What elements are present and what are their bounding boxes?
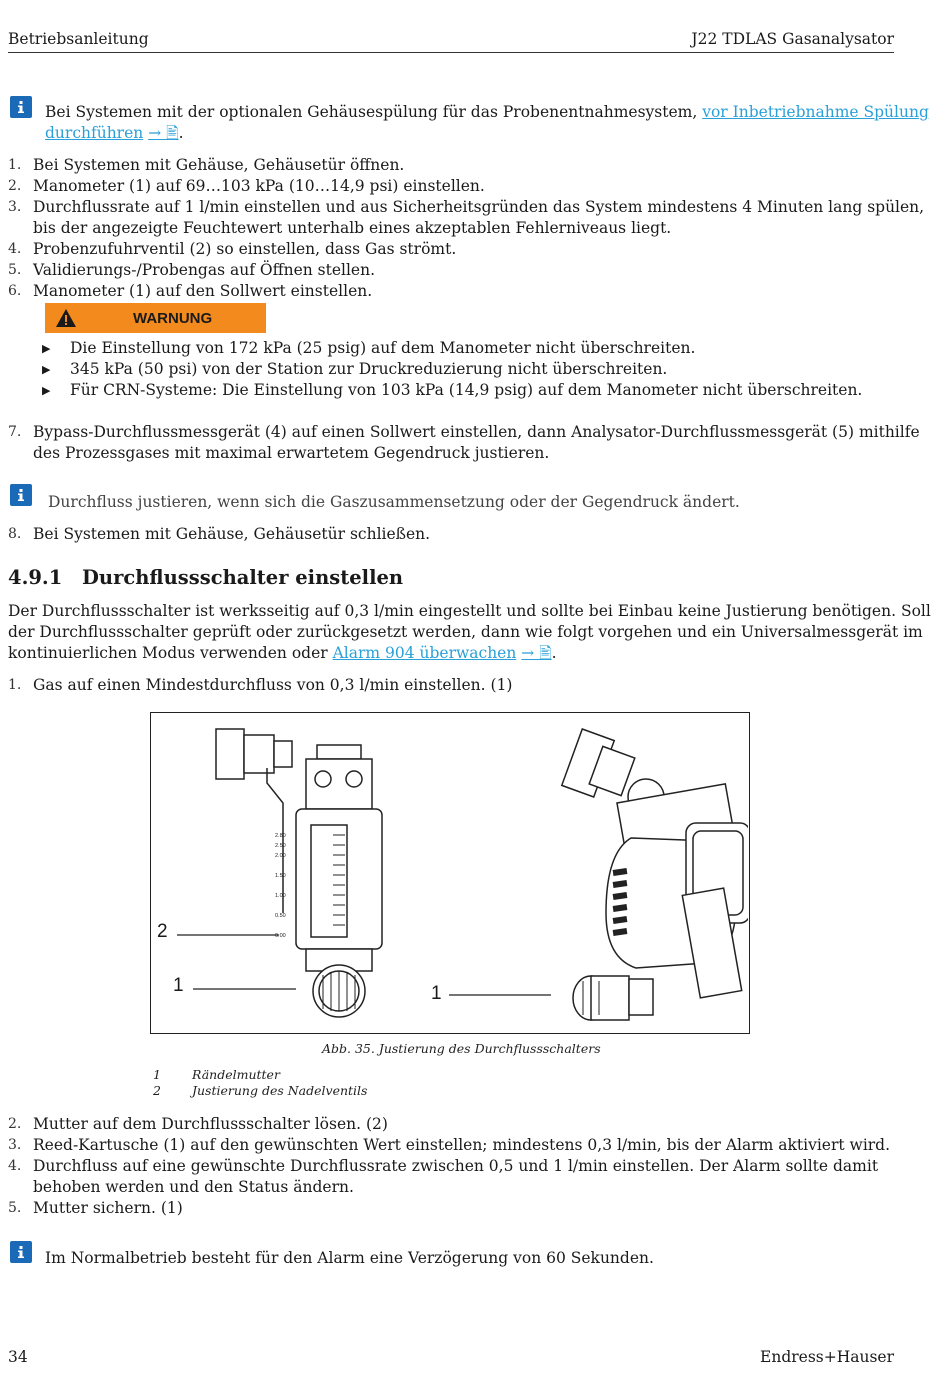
- note-1-link[interactable]: vor Inbetriebnahme Spülung: [702, 103, 929, 121]
- paragraph-line2: der Durchflussschalter geprüft oder zurückgesetzt werden, dann wie folgt vorgehen und ein Universalmessgerät im: [8, 623, 923, 641]
- scale-label: 1.50: [275, 873, 286, 879]
- scale-label: 1.00: [275, 893, 286, 899]
- step-number: 1.: [8, 157, 22, 173]
- paragraph-line3: [8, 643, 557, 664]
- step-number: 5.: [8, 262, 22, 278]
- header-rule: [8, 52, 894, 53]
- step-text: Probenzufuhrventil (2) so einstellen, dass Gas strömt.: [33, 240, 457, 258]
- note-2-text: Durchfluss justieren, wenn sich die Gaszusammensetzung oder der Gegendruck ändert.: [48, 493, 740, 511]
- step-number: 2.: [8, 1116, 22, 1132]
- note-1-line2: [45, 123, 184, 144]
- step-number: 4.: [8, 241, 22, 257]
- note-1-link-cont[interactable]: durchführen: [45, 124, 144, 142]
- step-text: Reed-Kartusche (1) auf den gewünschten Wert einstellen; mindestens 0,3 l/min, bis der Alarm aktiviert wird.: [33, 1136, 891, 1154]
- step-text-cont: des Prozessgases mit maximal erwartetem Gegendruck justieren.: [33, 444, 550, 462]
- note-1-end: .: [178, 124, 184, 142]
- step-number: 7.: [8, 424, 22, 440]
- info-icon: [10, 484, 32, 506]
- step-number: 6.: [8, 283, 22, 299]
- section-title: Durchflussschalter einstellen: [82, 566, 404, 589]
- paragraph-line1: Der Durchflussschalter ist werksseitig auf 0,3 l/min eingestellt und sollte bei Einbau keine Justierung benötigen. Soll: [8, 602, 931, 620]
- scale-labels: [275, 831, 286, 941]
- warning-item-text: Die Einstellung von 172 kPa (25 psig) auf dem Manometer nicht überschreiten.: [70, 339, 696, 357]
- scale-label: 0.50: [275, 913, 286, 919]
- legend-text: Rändelmutter: [192, 1067, 280, 1082]
- warning-icon: [55, 308, 77, 328]
- scale-label: 2.50: [275, 843, 286, 849]
- note-1-link-arrow[interactable]: → 🖹: [148, 124, 179, 142]
- note-1-text: Bei Systemen mit der optionalen Gehäusespülung für das Probenentnahmesystem,: [45, 103, 703, 121]
- step-text: Manometer (1) auf den Sollwert einstellen.: [33, 282, 373, 300]
- callout-1-left: 1: [173, 975, 184, 996]
- callout-1-right: 1: [431, 983, 442, 1004]
- step-text: Mutter sichern. (1): [33, 1199, 183, 1217]
- note-1-line1: [45, 102, 929, 123]
- step-number: 3.: [8, 199, 22, 215]
- bullet-icon: ▶: [42, 384, 51, 397]
- bullet-icon: ▶: [42, 342, 51, 355]
- scale-label: 2.80: [275, 833, 286, 839]
- info-icon: [10, 1241, 32, 1263]
- note-3-text: Im Normalbetrieb besteht für den Alarm eine Verzögerung von 60 Sekunden.: [45, 1249, 654, 1267]
- warning-item-text: Für CRN-Systeme: Die Einstellung von 103 kPa (14,9 psig) auf dem Manometer nicht überschreiten.: [70, 381, 863, 399]
- step-text: Manometer (1) auf 69…103 kPa (10…14,9 psi) einstellen.: [33, 177, 485, 195]
- step-text: Bypass-Durchflussmessgerät (4) auf einen Sollwert einstellen, dann Analysator-Durchflussmessgerät (5) mithilfe: [33, 423, 920, 441]
- page-number: 34: [8, 1348, 28, 1366]
- figure-flow-switch: [150, 712, 750, 1034]
- warning-label: WARNUNG: [133, 309, 213, 327]
- header-right: J22 TDLAS Gasanalysator: [691, 30, 894, 48]
- paragraph-end: .: [551, 644, 557, 662]
- bullet-icon: ▶: [42, 363, 51, 376]
- step-number: 3.: [8, 1137, 22, 1153]
- legend-number: 1: [153, 1067, 161, 1082]
- step-text: Gas auf einen Mindestdurchfluss von 0,3 l/min einstellen. (1): [33, 676, 513, 694]
- step-text-cont: behoben werden und den Status ändern.: [33, 1178, 354, 1196]
- alarm-link-arrow[interactable]: → 🖹: [521, 644, 552, 662]
- section-number: 4.9.1: [8, 566, 63, 589]
- step-text: Durchfluss auf eine gewünschte Durchflussrate zwischen 0,5 und 1 l/min einstellen. Der Alarm sollte damit: [33, 1157, 879, 1175]
- scale-label: 2.00: [275, 853, 286, 859]
- step-number: 1.: [8, 677, 22, 693]
- warning-banner: [45, 303, 266, 333]
- footer-brand: Endress+Hauser: [760, 1348, 894, 1366]
- step-text: Bei Systemen mit Gehäuse, Gehäusetür öffnen.: [33, 156, 405, 174]
- step-text: Durchflussrate auf 1 l/min einstellen und aus Sicherheitsgründen das System mindestens 4 Minuten lang spülen,: [33, 198, 925, 216]
- scale-label: 0.00: [275, 933, 286, 939]
- step-number: 4.: [8, 1158, 22, 1174]
- step-text-cont: bis der angezeigte Feuchtewert unterhalb eines akzeptablen Fehlerniveaus liegt.: [33, 219, 672, 237]
- step-text: Bei Systemen mit Gehäuse, Gehäusetür schließen.: [33, 525, 431, 543]
- step-number: 5.: [8, 1200, 22, 1216]
- alarm-link[interactable]: Alarm 904 überwachen: [332, 644, 517, 662]
- header-left: Betriebsanleitung: [8, 30, 149, 48]
- warning-item-text: 345 kPa (50 psi) von der Station zur Druckreduzierung nicht überschreiten.: [70, 360, 668, 378]
- step-text: Validierungs-/Probengas auf Öffnen stellen.: [33, 261, 376, 279]
- step-text: Mutter auf dem Durchflussschalter lösen. (2): [33, 1115, 388, 1133]
- step-number: 8.: [8, 526, 22, 542]
- legend-text: Justierung des Nadelventils: [192, 1083, 368, 1098]
- callout-2: 2: [157, 921, 168, 942]
- flow-switch-illustration: [151, 713, 748, 1032]
- step-number: 2.: [8, 178, 22, 194]
- figure-caption: Abb. 35. Justierung des Durchflussschalters: [322, 1041, 601, 1056]
- legend-number: 2: [153, 1083, 161, 1098]
- paragraph-line3-text: kontinuierlichen Modus verwenden oder: [8, 644, 333, 662]
- info-icon: [10, 96, 32, 118]
